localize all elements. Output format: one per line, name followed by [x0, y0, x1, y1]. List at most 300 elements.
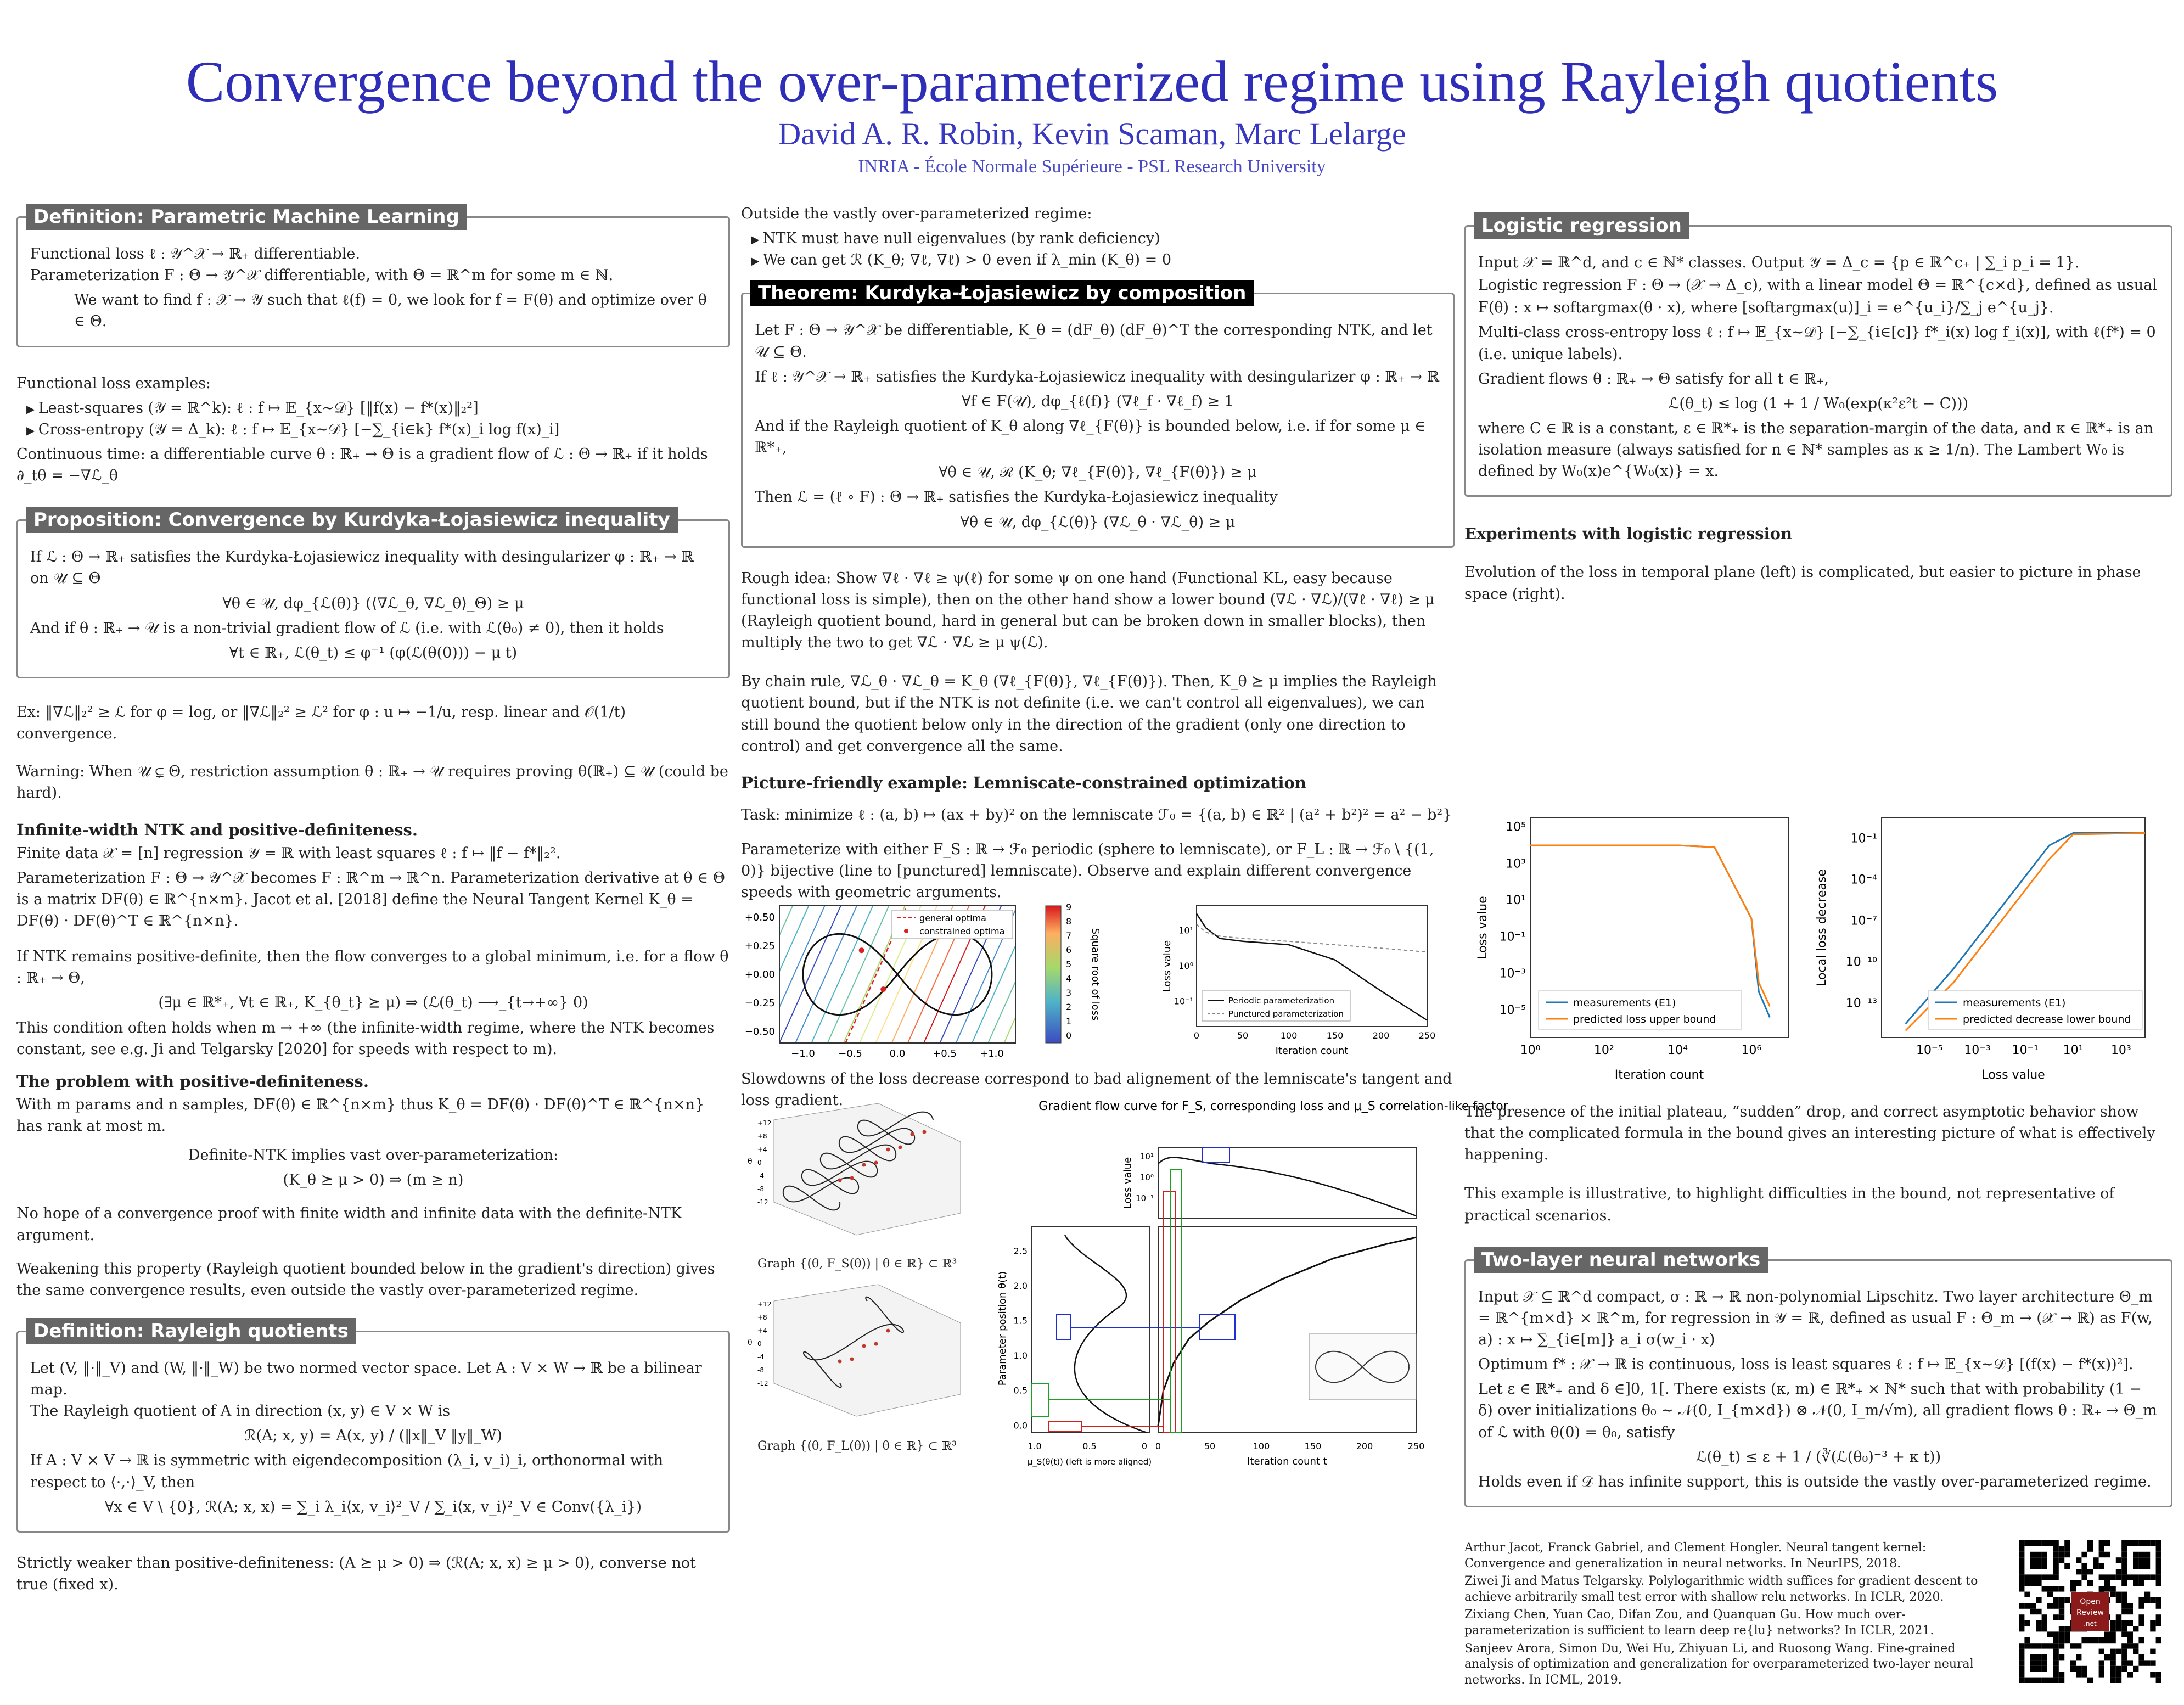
qr-cell [2121, 1643, 2127, 1648]
poster-authors: David A. R. Robin, Kevin Scaman, Marc Lelarge [778, 116, 1406, 152]
colorbar-tick-label: 0 [1066, 1030, 1072, 1041]
text-line: If ℓ : 𝒴^𝒳 → ℝ₊ satisfies the Kurdyka-Łojasiewicz inequality with desingularizer φ : ℝ₊ → ℝ [755, 368, 1440, 385]
z-tick-label: +4 [757, 1146, 767, 1153]
qr-cell [2042, 1654, 2047, 1660]
qr-cell [2064, 1597, 2070, 1603]
qr-cell [2099, 1672, 2104, 1677]
x-tick-label: −1.0 [791, 1048, 815, 1059]
qr-code[interactable] [2019, 1540, 2161, 1683]
y-tick-label: 10⁻¹ [1850, 832, 1877, 846]
text-line: Ex: ‖∇ℒ‖₂² ≥ ℒ for φ = log, or ‖∇ℒ‖₂² ≥ ℒ² for φ : u ↦ −1/u, resp. linear and 𝒪(1/t) convergence. [16, 703, 626, 743]
3d-box [774, 1285, 961, 1416]
text-line: Continuous time: a differentiable curve θ : ℝ₊ → Θ is a gradient flow of ℒ : Θ → ℝ₊ if it holds ∂_tθ = −∇ℒ_θ [16, 445, 708, 485]
text-line: Optimum f* : 𝒳 → ℝ is continuous, loss is least squares ℓ : f ↦ 𝔼_{x∼𝒟} [(f(x) − f*(x))²]. [1478, 1356, 2134, 1373]
lemniscate-inset [1309, 1334, 1416, 1400]
3d-box [774, 1103, 961, 1235]
equation: ∀x ∈ V \ {0}, ℛ(A; x, x) = ∑_i λ_i⟨x, v_i⟩²_V / ∑_i⟨x, v_i⟩²_V ∈ Conv({λ_i}) [105, 1498, 642, 1516]
qr-cell [2127, 1643, 2133, 1648]
legend-label: predicted loss upper bound [1573, 1013, 1716, 1025]
def-parametric-ml-box [16, 206, 730, 347]
qr-cell [2104, 1631, 2110, 1637]
z-tick-label: -12 [757, 1198, 768, 1206]
y-tick-label: 10¹ [1506, 894, 1526, 907]
qr-cell [2138, 1557, 2144, 1563]
mu-x-tick-label: 1.0 [1028, 1441, 1042, 1451]
x-tick-label: 200 [1372, 1030, 1390, 1041]
colorbar-tick-label: 2 [1066, 1002, 1072, 1012]
qr-cell [2110, 1672, 2115, 1677]
qr-cell [2121, 1592, 2127, 1597]
y-axis-label: Parameter position θ(t) [997, 1271, 1008, 1386]
qr-cell [2059, 1643, 2064, 1648]
x-tick-label: +1.0 [980, 1048, 1004, 1059]
qr-cell [2024, 1637, 2030, 1643]
section-heading: Picture-friendly example: Lemniscate-constrained optimization [741, 773, 1306, 792]
qr-cell [2070, 1643, 2076, 1648]
contour-line [828, 906, 889, 1043]
qr-cell [2059, 1672, 2064, 1677]
qr-cell [2121, 1546, 2127, 1551]
equation: ∀t ∈ ℝ₊, ℒ(θ_t) ≤ φ⁻¹ (φ(ℒ(θ(0))) − μ t) [229, 644, 518, 661]
text-line: And if the Rayleigh quotient of K_θ along ∇ℓ_{F(θ)} is bounded below, i.e. if for some μ ∈ ℝ*₊, [755, 417, 1426, 457]
graph-marker [850, 1358, 854, 1361]
qr-cell [2156, 1678, 2161, 1683]
text-line: Input 𝒳 ⊆ ℝ^d compact, σ : ℝ → ℝ non-polynomial Lipschitz. Two layer architecture Θ_m = ℝ^{m×d} × ℝ^m, for regression in 𝒴 = ℝ, defined as usual F : Θ_m → (𝒳 → ℝ) as F(w, a) : x ↦ ∑_{i∈[m]} a_i σ(w_i · x) [1478, 1288, 2153, 1348]
y-tick-label: 2.5 [1013, 1246, 1028, 1257]
x-tick-label: 10⁶ [1741, 1044, 1762, 1057]
qr-cell [2156, 1563, 2161, 1569]
qr-cell [2019, 1546, 2024, 1551]
legend-label: measurements (E1) [1573, 997, 1676, 1009]
y-tick-label: 10⁻⁴ [1850, 873, 1877, 887]
qr-cell [2059, 1637, 2064, 1643]
qr-cell [2019, 1614, 2024, 1620]
qr-cell [2036, 1678, 2041, 1683]
qr-cell [2121, 1574, 2127, 1580]
highlight-box [1048, 1422, 1081, 1432]
graph-marker [838, 1179, 842, 1182]
graph-3d-punctured [741, 1279, 972, 1433]
experiment-notes [1464, 1098, 2172, 1705]
qr-cell [2081, 1574, 2087, 1580]
qr-cell [2144, 1574, 2150, 1580]
qr-cell [2087, 1637, 2093, 1643]
qr-cell [2059, 1654, 2064, 1660]
qr-cell [2133, 1552, 2138, 1557]
qr-cell [2093, 1637, 2098, 1643]
graph-marker [886, 1148, 890, 1152]
qr-cell [2099, 1563, 2104, 1569]
qr-cell [2019, 1620, 2024, 1626]
x-tick-label: 250 [1418, 1030, 1436, 1041]
x-tick-label: 0 [1193, 1030, 1200, 1041]
text-line: And if θ : ℝ₊ → 𝒰 is a non-trivial gradient flow of ℒ (i.e. with ℒ(θ₀) ≠ 0), then it holds [30, 619, 664, 637]
box-title: Proposition: Convergence by Kurdyka-Łojasiewicz inequality [26, 507, 678, 533]
qr-cell [2127, 1620, 2133, 1626]
qr-cell [2076, 1569, 2081, 1574]
qr-cell [2133, 1557, 2138, 1563]
text-line: If A : V × V → ℝ is symmetric with eigendecomposition (λ_i, v_i)_i, orthonormal with respect to ⟨·,·⟩_V, then [30, 1452, 664, 1491]
text-line: Multi-class cross-entropy loss ℓ : f ↦ 𝔼_{x∼𝒟} [−∑_{i∈[c]} f*_i(x) log f_i(x)], with ℓ(f*) = 0 (i.e. unique labels). [1478, 324, 2156, 363]
text-line: By chain rule, ∇ℒ_θ · ∇ℒ_θ = K_θ (∇ℓ_{F(θ)}, ∇ℓ_{F(θ)}). Then, K_θ ⪰ μ implies the Rayleigh quotient bound, but if the NTK is not definite (i.e. we can't control all eigenvalues), we can still bound the quotient below only in the direction of the gradient (only one direction to control) and get convergence all the same. [741, 673, 1437, 755]
qr-cell [2133, 1540, 2138, 1546]
qr-cell [2116, 1626, 2121, 1631]
qr-cell [2087, 1580, 2093, 1586]
poster-affiliation: INRIA - École Normale Supérieure - PSL Research University [858, 156, 1326, 177]
qr-cell [2019, 1626, 2024, 1631]
qr-cell [2121, 1569, 2127, 1574]
qr-cell [2076, 1580, 2081, 1586]
qr-cell [2116, 1678, 2121, 1683]
qr-cell [2036, 1557, 2041, 1563]
contour-line [811, 906, 873, 1043]
graph-marker [874, 1161, 878, 1165]
y-tick-label: 1.5 [1013, 1315, 1028, 1326]
colorbar-label: Square root of loss [1090, 928, 1101, 1021]
qr-cell [2127, 1540, 2133, 1546]
qr-cell [2042, 1557, 2047, 1563]
qr-cell [2019, 1586, 2024, 1591]
box-title: Definition: Rayleigh quotients [26, 1318, 356, 1344]
qr-cell [2042, 1540, 2047, 1546]
qr-cell [2099, 1574, 2104, 1580]
qr-cell [2019, 1569, 2024, 1574]
qr-cell [2030, 1552, 2036, 1557]
qr-cell [2036, 1609, 2041, 1614]
x-tick-label: −0.5 [838, 1048, 862, 1059]
text-line: Holds even if 𝒟 has infinite support, this is outside the vastly over-parameterized regime. [1478, 1473, 2152, 1490]
qr-cell [2030, 1609, 2036, 1614]
legend-label: Punctured parameterization [1228, 1009, 1344, 1019]
reference-item: Ziwei Ji and Matus Telgarsky. Polylogarithmic width suffices for gradient descent to achieve arbitrarily small test error with shallow relu networks. In ICLR, 2020. [1464, 1574, 1978, 1604]
text-line: Strictly weaker than positive-definiteness: (A ⪰ μ > 0) ⇒ (ℛ(A; x, x) ≥ μ > 0), converse not true (fixed x). [16, 1554, 696, 1594]
qr-cell [2019, 1563, 2024, 1569]
qr-cell [2053, 1597, 2058, 1603]
chart-title: Gradient flow curve for F_S, corresponding loss and μ_S correlation-like factor [1038, 1100, 1508, 1113]
column-right [1464, 198, 2172, 1687]
x-tick-label: 50 [1204, 1441, 1216, 1451]
qr-cell [2030, 1563, 2036, 1569]
colorbar [1046, 906, 1061, 1043]
qr-cell [2110, 1586, 2115, 1591]
qr-cell [2042, 1552, 2047, 1557]
qr-cell [2110, 1592, 2115, 1597]
qr-cell [2104, 1637, 2110, 1643]
graph-marker [886, 1329, 890, 1333]
qr-cell [2121, 1557, 2127, 1563]
qr-cell [2030, 1574, 2036, 1580]
qr-cell [2116, 1666, 2121, 1672]
equation: (K_θ ⪰ μ > 0) ⇒ (m ≥ n) [283, 1171, 464, 1189]
qr-cell [2042, 1563, 2047, 1569]
qr-cell [2059, 1678, 2064, 1683]
reference-item: Sanjeev Arora, Simon Du, Wei Hu, Zhiyuan Li, and Ruosong Wang. Fine-grained analysis of optimization and generalization for overparameterized two-layer neural networks. In ICML, 2019. [1464, 1641, 1974, 1687]
qr-cell [2144, 1660, 2150, 1665]
text-line: Let ε ∈ ℝ*₊ and δ ∈]0, 1[. There exists (κ, m) ∈ ℝ*₊ × ℕ* such that with probability (1 − δ) over initializations θ₀ ∼ 𝒩(0, I_{m×d}) ⊗ 𝒩(0, I_m/√m), all gradient flows θ : ℝ₊ → Θ_m of ℒ with θ(0) = θ₀, satisfy [1478, 1381, 2157, 1441]
constrained-optimum-point [859, 947, 864, 953]
text-line: Gradient flows θ : ℝ₊ → Θ satisfy for all t ∈ ℝ₊, [1478, 370, 1829, 388]
theta-panel-frame [1158, 1227, 1416, 1433]
qr-cell [2053, 1540, 2058, 1546]
qr-cell [2059, 1557, 2064, 1563]
qr-cell [2110, 1660, 2115, 1665]
text-line: Input 𝒳 = ℝ^d, and c ∈ ℕ* classes. Output 𝒴 = Δ_c = {p ∈ ℝ^c₊ | ∑_i p_i = 1}. [1478, 254, 2080, 271]
qr-cell [2047, 1678, 2053, 1683]
x-axis-label: Iteration count [1614, 1068, 1704, 1082]
qr-cell [2053, 1546, 2058, 1551]
qr-cell [2047, 1592, 2053, 1597]
qr-cell [2156, 1620, 2161, 1626]
references-list [1464, 1540, 1991, 1688]
qr-cell [2138, 1620, 2144, 1626]
qr-cell [2156, 1614, 2161, 1620]
x-tick-label: 10⁰ [1520, 1044, 1541, 1057]
x-tick-label: 150 [1326, 1030, 1344, 1041]
column-middle [741, 198, 1508, 1467]
text-line: where C ∈ ℝ is a constant, ε ∈ ℝ*₊ is the separation-margin of the data, and κ ∈ ℝ*₊ is an isolation measure (always satisfied for n ∈ ℕ* samples as κ ≥ 1/n). The Lambert W₀ is defined by W₀(x)e^{W₀(x)} = x. [1478, 419, 2154, 480]
y-tick-label: 10⁻¹ [1174, 996, 1193, 1007]
y-axis-label: Loss value [1122, 1157, 1133, 1209]
z-tick-label: +8 [757, 1132, 767, 1140]
qr-cell [2144, 1552, 2150, 1557]
qr-cell [2036, 1597, 2041, 1603]
qr-cell [2019, 1643, 2024, 1648]
qr-cell [2138, 1660, 2144, 1665]
qr-cell [2133, 1666, 2138, 1672]
section-heading: The problem with positive-definiteness. [16, 1072, 369, 1091]
loss-y-tick-label: 10⁻¹ [1135, 1193, 1154, 1203]
qr-cell [2127, 1574, 2133, 1580]
colorbar-tick-label: 8 [1066, 916, 1072, 927]
y-tick-label: +0.00 [744, 969, 775, 980]
qr-cell [2121, 1626, 2127, 1631]
qr-cell [2104, 1540, 2110, 1546]
qr-cell [2059, 1552, 2064, 1557]
text-line: Logistic regression F : Θ → (𝒳 → Δ_c), with a linear model Θ = ℝ^{c×d}, defined as usual [1478, 277, 2157, 294]
qr-cell [2070, 1666, 2076, 1672]
qr-cell [2053, 1643, 2058, 1648]
qr-cell [2076, 1654, 2081, 1660]
qr-cell [2156, 1672, 2161, 1677]
x-tick-label: 100 [1253, 1441, 1270, 1451]
graph-3d-periodic [741, 1098, 972, 1252]
qr-cell [2042, 1614, 2047, 1620]
qr-cell [2053, 1660, 2058, 1665]
loss-y-tick-label: 10⁰ [1139, 1173, 1154, 1182]
legend-label: general optima [919, 913, 986, 923]
qr-cell [2030, 1603, 2036, 1608]
qr-cell [2150, 1574, 2155, 1580]
qr-cell [2042, 1574, 2047, 1580]
qr-cell [2059, 1609, 2064, 1614]
qr-cell [2047, 1540, 2053, 1546]
qr-cell [2053, 1569, 2058, 1574]
qr-cell [2019, 1678, 2024, 1683]
qr-cell [2121, 1597, 2127, 1603]
qr-cell [2121, 1654, 2127, 1660]
qr-cell [2116, 1597, 2121, 1603]
qr-cell [2144, 1563, 2150, 1569]
qr-cell [2110, 1626, 2115, 1631]
y-tick-label: 10⁻⁵ [1499, 1003, 1526, 1017]
x-tick-label: 250 [1407, 1441, 1425, 1451]
qr-cell [2099, 1637, 2104, 1643]
qr-cell [2024, 1540, 2030, 1546]
equation: ∀θ ∈ 𝒰, dφ_{ℒ(θ)} (∇ℒ_θ · ∇ℒ_θ) ≥ μ [960, 513, 1236, 531]
z-tick-label: 0 [757, 1340, 762, 1348]
qr-cell [2064, 1637, 2070, 1643]
qr-cell [2059, 1546, 2064, 1551]
qr-cell [2036, 1552, 2041, 1557]
qr-cell [2036, 1654, 2041, 1660]
series-line-punctured [1197, 924, 1427, 952]
reference-item: Arthur Jacot, Franck Gabriel, and Clement Hongler. Neural tangent kernel: Convergence and generalization in neural networks. In NeurIPS, 2018. [1464, 1540, 1927, 1571]
text-line: This condition often holds when m → +∞ (the infinite-width regime, where the NTK becomes constant, see e.g. Ji and Telgarsky [2020] for speeds with respect to m). [16, 1019, 715, 1058]
x-tick-label: 0 [1155, 1441, 1161, 1451]
z-tick-label: -8 [757, 1185, 764, 1193]
qr-cell [2064, 1540, 2070, 1546]
z-tick-label: -12 [757, 1379, 768, 1387]
qr-cell [2156, 1546, 2161, 1551]
qr-cell [2047, 1586, 2053, 1591]
qr-cell [2133, 1626, 2138, 1631]
logo-text: .net [2084, 1619, 2097, 1628]
qr-cell [2121, 1580, 2127, 1586]
text-line: Then ℒ = (ℓ ∘ F) : Θ → ℝ₊ satisfies the Kurdyka-Łojasiewicz inequality [755, 489, 1278, 506]
y-tick-label: +0.50 [744, 911, 775, 923]
qr-cell [2104, 1586, 2110, 1591]
y-tick-label: 0.5 [1013, 1385, 1028, 1396]
colorbar-tick-label: 4 [1066, 973, 1072, 984]
contour-line [779, 906, 841, 1043]
qr-cell [2064, 1631, 2070, 1637]
section-heading: Infinite-width NTK and positive-definiteness. [16, 820, 418, 839]
qr-cell [2053, 1637, 2058, 1643]
x-tick-label: 200 [1356, 1441, 1373, 1451]
qr-cell [2047, 1643, 2053, 1648]
z-tick-label: 0 [757, 1159, 762, 1166]
qr-cell [2144, 1592, 2150, 1597]
text-line: The presence of the initial plateau, “sudden” drop, and correct asymptotic behavior show that the complicated formula in the bound gives an interesting picture of what is effectively happening. [1464, 1103, 2155, 1164]
qr-cell [2121, 1666, 2127, 1672]
text-line: Finite data 𝒳 = [n] regression 𝒴 = ℝ with least squares ℓ : f ↦ ‖f − f*‖₂². [16, 844, 561, 862]
y-tick-label: 1.0 [1013, 1350, 1028, 1361]
qr-cell [2156, 1557, 2161, 1563]
box-title: Definition: Parametric Machine Learning [26, 204, 467, 230]
highlight-box [1032, 1383, 1048, 1416]
qr-cell [2036, 1580, 2041, 1586]
qr-cell [2047, 1631, 2053, 1637]
qr-cell [2144, 1557, 2150, 1563]
qr-cell [2138, 1552, 2144, 1557]
qr-cell [2053, 1631, 2058, 1637]
qr-cell [2064, 1626, 2070, 1631]
qr-cell [2116, 1592, 2121, 1597]
series-line [1530, 845, 1770, 1006]
qr-cell [2019, 1649, 2024, 1654]
text-line: Parameterization F : Θ → 𝒴^𝒳 becomes F : ℝ^m → ℝ^n. Parameterization derivative at θ ∈ Θ is a matrix DF(θ) ∈ ℝ^{n×m}. Jacot et al. [2018] define the Neural Tangent Kernel K_θ = DF(θ) · DF(θ)^T ∈ ℝ^{n×n}. [16, 869, 725, 929]
logo-text: Open [2080, 1597, 2101, 1606]
list-item: ▶ Least-squares (𝒴 = ℝ^k): ℓ : f ↦ 𝔼_{x∼𝒟} [‖f(x) − f*(x)‖₂²] [26, 397, 730, 419]
qr-cell [2059, 1603, 2064, 1608]
qr-cell [2121, 1603, 2127, 1608]
z-tick-label: +12 [757, 1300, 772, 1308]
qr-cell [2116, 1614, 2121, 1620]
qr-cell [2070, 1580, 2076, 1586]
qr-cell [2030, 1540, 2036, 1546]
loss-examples-list [16, 397, 730, 440]
x-tick-label: 10³ [2110, 1044, 2131, 1057]
text-line: F(θ) : x ↦ softargmax(θ · x), where [softargmax(u)]_i = e^{u_i}/∑_j e^{u_j}. [1478, 299, 2054, 317]
loss-panel-frame [1158, 1147, 1416, 1219]
qr-cell [2116, 1620, 2121, 1626]
qr-cell [2087, 1540, 2093, 1546]
qr-cell [2150, 1626, 2155, 1631]
qr-cell [2053, 1557, 2058, 1563]
qr-cell [2081, 1666, 2087, 1672]
qr-cell [2030, 1643, 2036, 1648]
box-title: Logistic regression [1474, 212, 1689, 239]
text-line: Definite-NTK implies vast over-parameterization: [188, 1147, 559, 1164]
qr-cell [2036, 1626, 2041, 1631]
z-axis-label: θ [748, 1338, 753, 1347]
qr-cell [2059, 1586, 2064, 1591]
qr-cell [2030, 1678, 2036, 1683]
y-axis-label: Loss value [1161, 940, 1173, 992]
qr-cell [2156, 1540, 2161, 1546]
qr-cell [2110, 1631, 2115, 1637]
y-axis-label: Local loss decrease [1815, 869, 1829, 986]
graph-marker [850, 1176, 854, 1180]
y-tick-label: +0.25 [744, 940, 775, 952]
legend-marker-constrained [904, 929, 908, 933]
qr-cell [2110, 1649, 2115, 1654]
x-axis-label: μ_S(θ(t)) (left is more aligned) [1027, 1457, 1152, 1467]
qr-cell [2127, 1637, 2133, 1643]
qr-cell [2138, 1654, 2144, 1660]
legend-label: Periodic parameterization [1228, 996, 1335, 1006]
x-tick-label: 10⁻³ [1964, 1044, 1991, 1057]
poster-header [0, 0, 2184, 181]
qr-cell [2156, 1552, 2161, 1557]
qr-cell [2064, 1546, 2070, 1551]
loss-y-tick-label: 10¹ [1139, 1152, 1154, 1162]
highlight-box [1199, 1315, 1235, 1339]
qr-cell [2030, 1666, 2036, 1672]
x-axis-label: Iteration count [1275, 1045, 1349, 1057]
mu-x-tick-label: 0 [1141, 1441, 1148, 1451]
box-title: Theorem: Kurdyka-Łojasiewicz by composition [750, 280, 1254, 306]
qr-cell [2099, 1552, 2104, 1557]
references-area [1464, 1540, 2172, 1705]
figure-caption: Graph {(θ, F_L(θ)) | θ ∈ ℝ} ⊂ ℝ³ [757, 1439, 957, 1453]
box-title: Two-layer neural networks [1474, 1247, 1768, 1273]
qr-cell [2116, 1557, 2121, 1563]
qr-cell [2121, 1620, 2127, 1626]
y-tick-label: 10⁻¹⁰ [1845, 955, 1877, 969]
qr-cell [2104, 1580, 2110, 1586]
section-heading: Experiments with logistic regression [1464, 524, 1792, 543]
qr-cell [2087, 1678, 2093, 1683]
x-tick-label: 100 [1280, 1030, 1298, 1041]
qr-cell [2036, 1540, 2041, 1546]
highlight-box [1202, 1147, 1229, 1163]
colorbar-tick-label: 5 [1066, 959, 1072, 969]
qr-cell [2036, 1563, 2041, 1569]
qr-cell [2019, 1672, 2024, 1677]
qr-cell [2019, 1574, 2024, 1580]
graph-marker [923, 1130, 927, 1134]
